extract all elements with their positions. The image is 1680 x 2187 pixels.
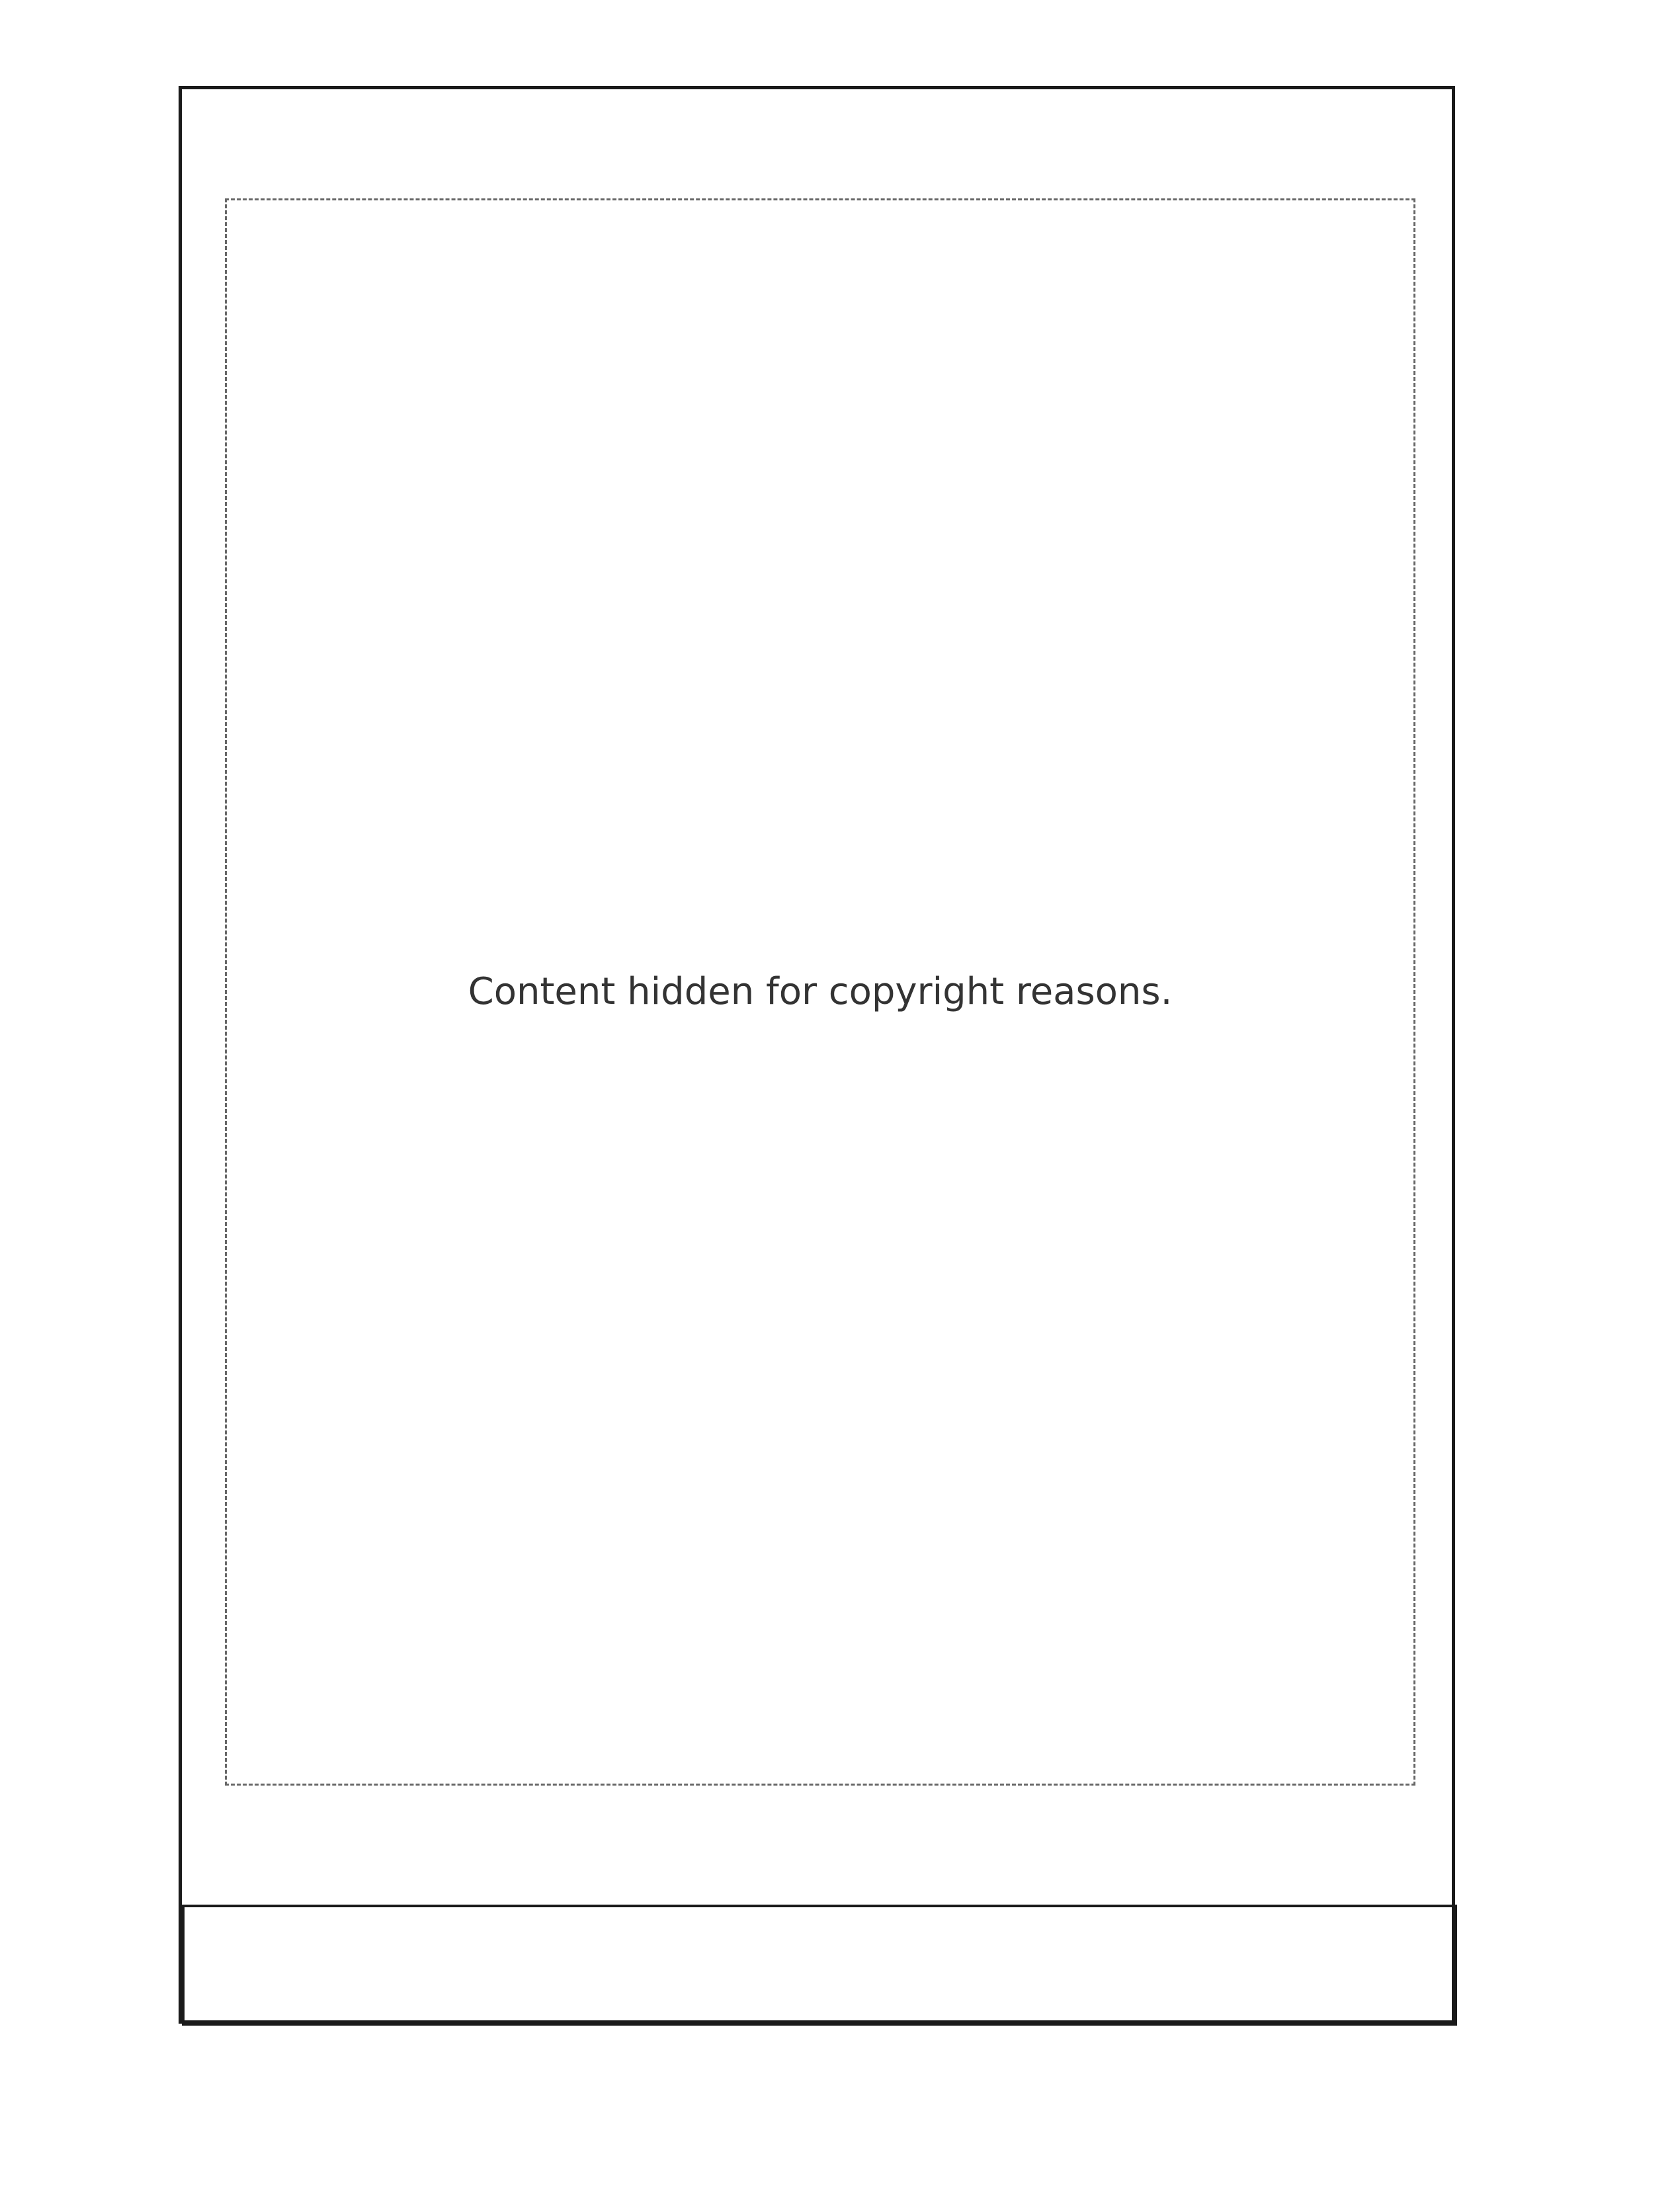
frame-left-line [179,86,182,2024]
copyright-placeholder: Content hidden for copyright reasons. [225,198,1415,1786]
frame-top-line [179,86,1455,89]
title-block [182,1905,1457,2026]
frame-right-line [1452,86,1455,2024]
